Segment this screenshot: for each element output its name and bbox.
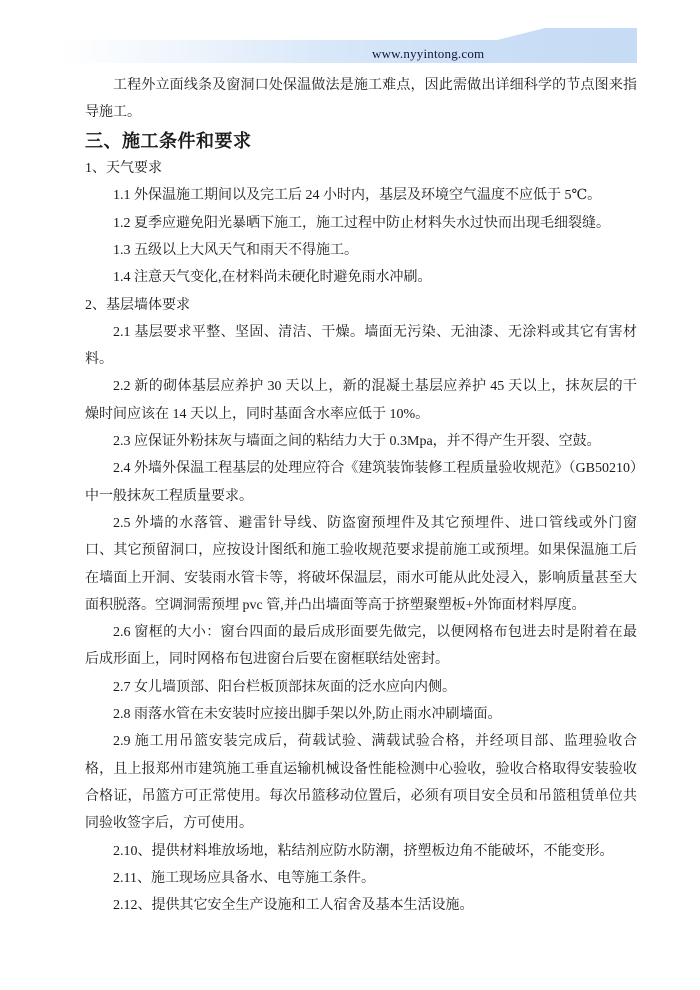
section-heading: 三、施工条件和要求	[85, 130, 252, 151]
clause-2-5: 2.5 外墙的水落管、避雷针导线、防盗窗预埋件及其它预埋件、进口管线或外门窗口、其它预留洞口，应按设计图纸和施工验收规范要求提前施工或预埋。如果保温施工后在墙面上开洞、安装雨水管卡等，将破坏保温层，雨水可能从此处浸入，影响质量甚至大面积脱落。空调洞需预埋 pvc 管,并凸出墙面等高于挤塑聚塑板+外饰面材料厚度。	[85, 515, 637, 613]
clause-2-4: 2.4 外墙外保温工程基层的处理应符合《建筑装饰装修工程质量验收规范》（GB50210）中一般抹灰工程质量要求。	[85, 461, 637, 504]
watermark-url: www.nyyintong.com	[372, 46, 485, 61]
clause-2-7: 2.7 女儿墙顶部、阳台栏板顶部抹灰面的泛水应向内侧。	[113, 679, 456, 695]
clause-1-1: 1.1 外保温施工期间以及完工后 24 小时内，基层及环境空气温度不应低于 5℃。	[113, 188, 602, 204]
subsection-heading-base-wall: 2、基层墙体要求	[85, 297, 190, 313]
clause-2-12: 2.12、提供其它安全生产设施和工人宿舍及基本生活设施。	[113, 898, 474, 914]
clause-2-8: 2.8 雨落水管在未安装时应接出脚手架以外,防止雨水冲刷墙面。	[113, 707, 502, 723]
clause-2-6: 2.6 窗框的大小：窗台四面的最后成形面要先做完，以便网格布包进去时是附着在最后成形面上，同时网格布包进窗台后要在窗框联结处密封。	[85, 625, 637, 668]
subsection-heading-weather: 1、天气要求	[85, 161, 162, 177]
clause-2-11: 2.11、施工现场应具备水、电等施工条件。	[113, 870, 375, 886]
intro-paragraph: 工程外立面线条及窗洞口处保温做法是施工难点，因此需做出详细科学的节点图来指导施工。	[85, 78, 637, 121]
clause-2-10: 2.10、提供材料堆放场地，粘结剂应防水防潮，挤塑板边角不能破坏，不能变形。	[113, 843, 614, 859]
clause-1-4: 1.4 注意天气变化,在材料尚未硬化时避免雨水冲刷。	[113, 270, 432, 286]
clause-1-3: 1.3 五级以上大风天气和雨天不得施工。	[113, 242, 358, 258]
clause-2-1: 2.1 基层要求平整、坚固、清洁、干燥。墙面无污染、无油漆、无涂料或其它有害材料。	[85, 324, 637, 368]
clause-2-3: 2.3 应保证外粉抹灰与墙面之间的粘结力大于 0.3Mpa，并不得产生开裂、空鼓。	[113, 434, 601, 450]
document-body	[85, 72, 637, 919]
clause-2-2: 2.2 新的砌体基层应养护 30 天以上，新的混凝土基层应养护 45 天以上，抹灰层的干燥时间应该在 14 天以上，同时基面含水率应低于 10%。	[85, 379, 637, 422]
header-banner-graphic	[0, 0, 700, 70]
clause-1-2: 1.2 夏季应避免阳光暴晒下施工，施工过程中防止材料失水过快而出现毛细裂缝。	[113, 215, 610, 231]
banner-shape	[60, 28, 637, 63]
clause-2-9: 2.9 施工用吊篮安装完成后，荷载试验、满载试验合格，并经项目部、监理验收合格，且上报郑州市建筑施工垂直运输机械设备性能检测中心验收，验收合格取得安装验收合格证，吊篮方可正常使用。每次吊篮移动位置后，必须有项目安全员和吊篮租赁单位共同验收签字后，方可使用。	[85, 734, 637, 832]
